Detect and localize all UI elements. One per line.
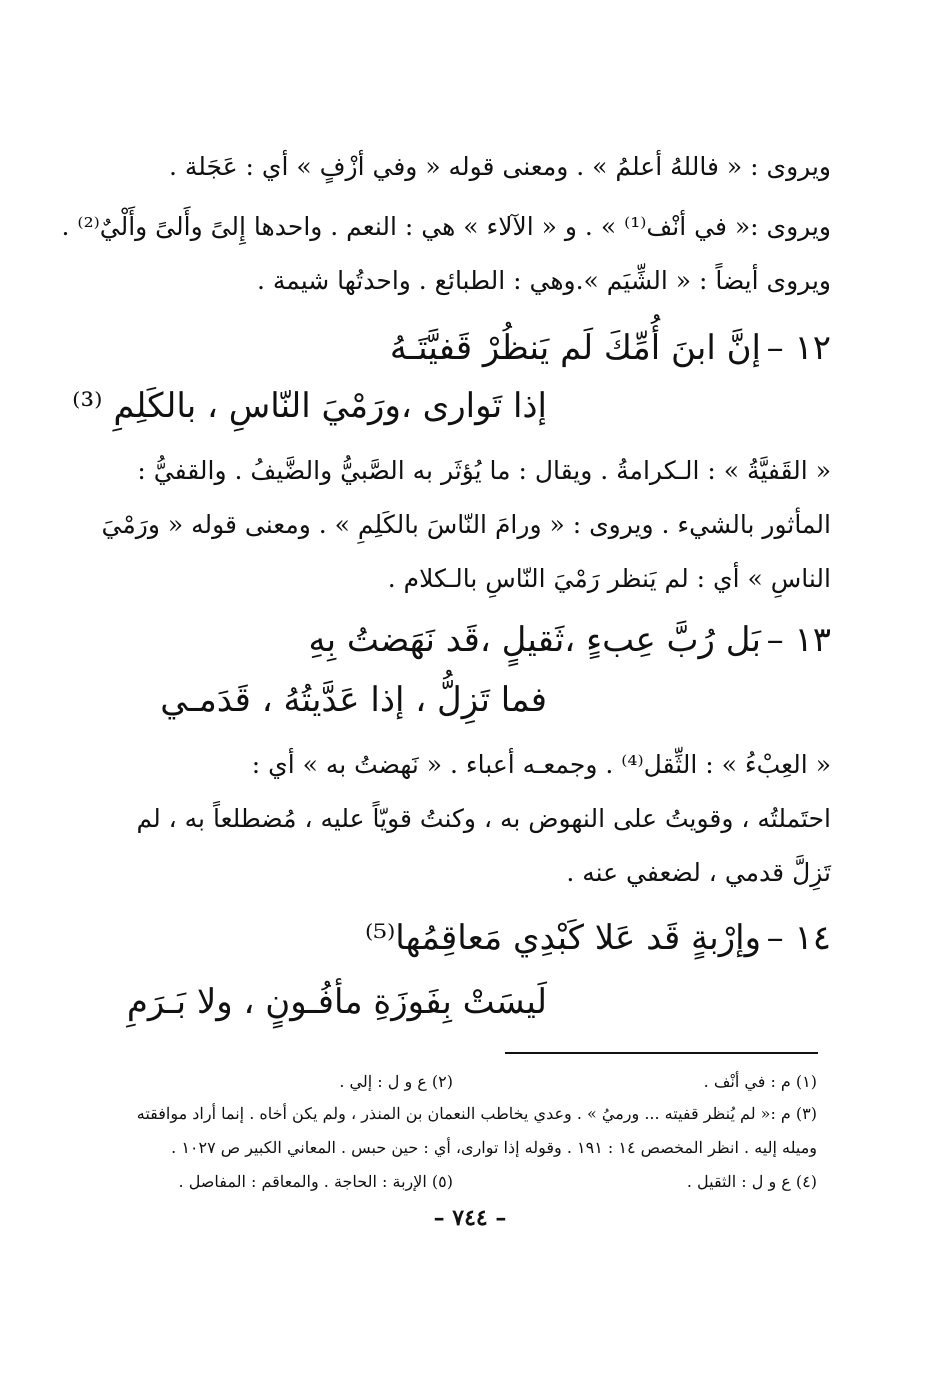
page-number: – ٧٤٤ –: [433, 1205, 507, 1231]
verse-second-hemistich: لَيسَتْ بِفَوزَةِ مأفُـونٍ ، ولا بَـرَمِ: [126, 982, 547, 1022]
verse-second-hemistich: إذا تَوارى ،ورَمْيَ النّاسِ ، بالكَلِمِ ⁽³⁾: [72, 386, 547, 426]
footnote: (٤) ع و ل : الثقيل .: [686, 1172, 817, 1191]
prose-line: ويروى : « فاللهُ أعلمُ » . ومعنى قوله « وفي أزْفٍ » أي : عَجَلة .: [168, 152, 831, 181]
prose-line: ويروى أيضاً : « الشِّيَم ».وهي : الطبائع . واحدتُها شيمة .: [256, 266, 831, 295]
verse-first-hemistich: وإرْبةٍ قَد عَلا كَبْدِي مَعاقِمُها⁽⁵⁾: [364, 918, 761, 958]
footnote: وميله إليه . انظر المخصص ١٤ : ١٩١ . وقوله إذا توارى، أي : حين حبس . المعاني الكبير ص ١٠٢٧ .: [171, 1138, 817, 1157]
prose-line: تَزِلَّ قدمي ، لضعفي عنه .: [566, 858, 831, 887]
verse-second-hemistich: فما تَزِلُّ ، إذا عَدَّيتُهُ ، قَدَمـي: [160, 680, 547, 720]
prose-line: ويروى :« في أنْف⁽¹⁾ » . و « الآلاء » هي : النعم . واحدها إِلىً وأَلىً وأَلْيٌ⁽²⁾ .: [61, 212, 831, 241]
footnote: (١) م : في أنْف .: [703, 1072, 817, 1091]
verse-number: ١٣ –: [766, 620, 831, 660]
prose-line: المأثور بالشيء . ويروى : « ورامَ النّاسَ بالكَلِمِ » . ومعنى قوله « ورَمْيَ: [101, 510, 831, 539]
prose-line: « القَفيَّةُ » : الـكرامةُ . ويقال : ما يُؤثَر به الصَّبيُّ والضَّيفُ . والقفيُّ :: [137, 456, 831, 485]
verse-number: ١٢ –: [766, 328, 831, 368]
footnote: (٣) م :« لم يُنظر قفيته ... ورميُ » . وعدي يخاطب النعمان بن المنذر ، ولم يكن أخاه . إنما أراد موافقته: [136, 1104, 817, 1123]
prose-line: « العِبْءُ » : الثِّقل⁽⁴⁾ . وجمعـه أعباء . « نَهضتُ به » أي :: [251, 750, 831, 779]
prose-line: احتَملتُه ، وقويتُ على النهوض به ، وكنتُ قويّاً عليه ، مُضطلعاً به ، لم: [136, 804, 831, 833]
footnote: (٢) ع و ل : إلي .: [339, 1072, 453, 1091]
footnote: (٥) الإربة : الحاجة . والمعاقم : المفاصل .: [178, 1172, 453, 1191]
verse-first-hemistich: بَل رُبَّ عِبءٍ ،ثَقيلٍ ،قَد نَهَضتُ بِهِ: [308, 620, 761, 660]
prose-line: الناسِ » أي : لم يَنظر رَمْيَ النّاسِ بالـكلام .: [387, 564, 831, 593]
verse-first-hemistich: إنَّ ابنَ أُمِّكَ لَم يَنظُرْ قَفيَّتَـهُ: [389, 328, 761, 368]
verse-number: ١٤ –: [766, 918, 831, 958]
footnote-separator: [505, 1052, 818, 1054]
